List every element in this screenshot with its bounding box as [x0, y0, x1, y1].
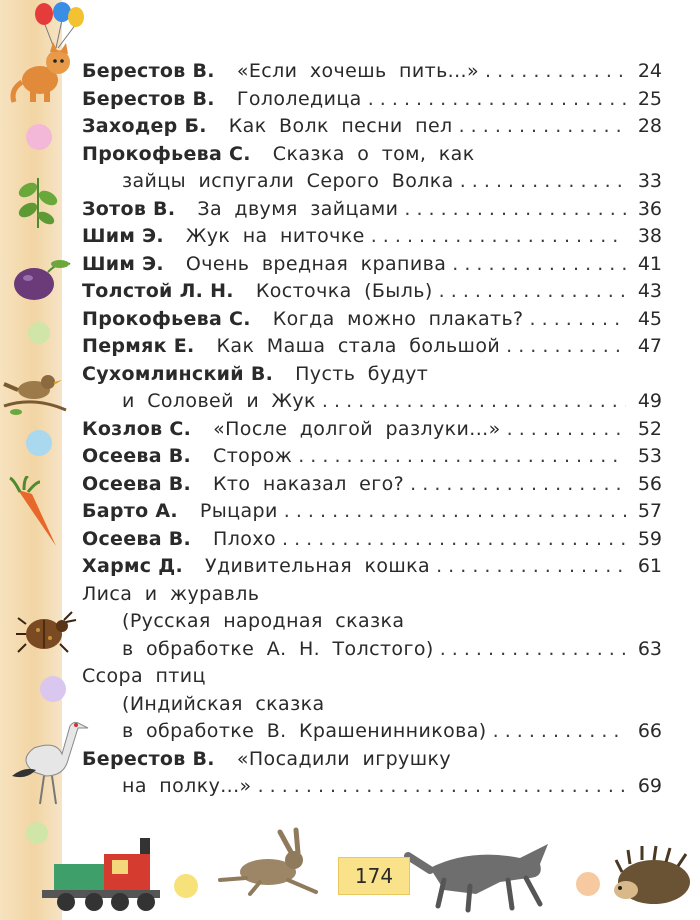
toc-page-number: 45	[637, 307, 662, 330]
toc-author: Шим Э.	[82, 225, 164, 247]
toc-title: (Русская народная сказка	[122, 610, 405, 632]
toc-author: Прокофьева С.	[82, 307, 251, 330]
toc-page-number: 47	[637, 335, 662, 357]
toc-author: Заходер Б.	[82, 115, 207, 137]
toc-entry	[82, 361, 662, 416]
toc-entry	[82, 471, 662, 499]
dot-leader	[460, 168, 626, 196]
dot-leader	[410, 471, 626, 499]
toc-entry	[82, 663, 662, 746]
train-icon	[42, 838, 160, 911]
lilac-dot	[40, 676, 66, 702]
toc-page-number: 24	[637, 60, 662, 82]
toc-line	[82, 141, 662, 169]
toc-line	[82, 471, 662, 499]
toc-line	[82, 196, 662, 224]
toc-line	[82, 113, 662, 141]
toc-line	[82, 388, 662, 416]
toc-page-number: 66	[637, 720, 662, 742]
dot-leader	[452, 251, 626, 279]
toc-line	[82, 663, 662, 691]
bird-icon	[0, 362, 70, 418]
dot-leader	[298, 443, 626, 471]
toc-line	[82, 553, 662, 581]
toc-author: Осеева В.	[82, 445, 192, 467]
crane-icon	[4, 714, 90, 806]
toc-author: Шим Э.	[82, 252, 164, 275]
toc-line	[82, 306, 662, 334]
toc-title: «Если хочешь пить...»	[236, 60, 480, 82]
toc-line	[82, 498, 662, 526]
toc-author: Берестов В.	[82, 87, 215, 110]
toc-entry	[82, 223, 662, 251]
toc-entry	[82, 526, 662, 554]
dot-leader	[368, 86, 626, 114]
leaf-icon	[12, 172, 64, 230]
hedgehog-icon	[614, 846, 690, 904]
toc-line	[82, 526, 662, 554]
dot-leader	[436, 553, 626, 581]
toc-line	[82, 86, 662, 114]
toc-author: Толстой Л. Н.	[82, 280, 234, 302]
dot-leader	[371, 223, 626, 251]
toc-line	[82, 361, 662, 389]
toc-line	[82, 416, 662, 444]
toc-author: Осеева В.	[82, 527, 192, 550]
toc-entry	[82, 443, 662, 471]
toc-page-number: 38	[637, 225, 662, 247]
toc-entry	[82, 278, 662, 306]
toc-page-number: 52	[637, 417, 662, 440]
toc-title: Сказка о том, как	[272, 142, 475, 165]
green-dot	[28, 322, 50, 344]
toc-page-number: 57	[637, 500, 662, 522]
toc-title: на полку...»	[122, 775, 252, 797]
dot-leader	[485, 58, 626, 86]
beetle-icon	[14, 604, 78, 662]
toc-author: Осеева В.	[82, 472, 192, 495]
toc-page-number: 61	[637, 555, 662, 577]
toc-line	[82, 608, 662, 636]
toc-page-number: 53	[637, 445, 662, 467]
toc-page-number: 59	[637, 527, 662, 550]
toc-title: Когда можно плакать?	[272, 307, 524, 330]
toc-entry	[82, 113, 662, 141]
dot-leader	[507, 416, 626, 444]
dot-leader	[459, 113, 626, 141]
toc-page-number: 69	[637, 775, 662, 797]
toc-line	[82, 223, 662, 251]
wolf-icon	[408, 844, 548, 910]
toc-title: (Индийская сказка	[122, 692, 325, 715]
toc-title: Рыцари	[199, 500, 278, 522]
toc-page-number: 33	[637, 170, 662, 192]
toc-entry	[82, 86, 662, 114]
toc-title: Плохо	[213, 527, 276, 550]
carrot-icon	[6, 476, 66, 550]
toc-entry	[82, 58, 662, 86]
blue-dot	[26, 430, 52, 456]
toc-title: Гололедица	[236, 87, 362, 110]
toc-page-number: 25	[637, 87, 662, 110]
toc-line	[82, 278, 662, 306]
dot-leader	[530, 306, 626, 334]
toc-author: Барто А.	[82, 500, 178, 522]
toc-author: Берестов В.	[82, 60, 215, 82]
toc-title: Как Волк песни пел	[228, 115, 453, 137]
toc-title: «После долгой разлуки...»	[213, 417, 501, 440]
toc-page-number: 63	[637, 637, 662, 660]
toc-line	[82, 746, 662, 774]
toc-title: в обработке А. Н. Толстого)	[122, 637, 434, 660]
toc-page-number: 36	[637, 197, 662, 220]
toc-entry	[82, 498, 662, 526]
toc-line	[82, 333, 662, 361]
toc-page-number: 49	[637, 390, 662, 412]
toc-line	[82, 691, 662, 719]
toc-title: Очень вредная крапива	[185, 252, 447, 275]
toc-title: За двумя зайцами	[197, 197, 399, 220]
toc-entry	[82, 746, 662, 801]
toc-title: «Посадили игрушку	[236, 747, 452, 770]
dot-leader	[282, 526, 626, 554]
toc-entry	[82, 553, 662, 581]
toc-title: в обработке В. Крашенинникова)	[122, 720, 487, 742]
toc-title: Удивительная кошка	[205, 555, 431, 577]
dot-leader	[493, 718, 626, 746]
toc-line	[82, 636, 662, 664]
toc-page-number: 28	[637, 115, 662, 137]
toc-title: Кто наказал его?	[213, 472, 405, 495]
toc-title: Сторож	[213, 445, 293, 467]
dot-leader	[284, 498, 626, 526]
page-number: 174	[338, 857, 410, 895]
toc-title: Косточка (Быль)	[255, 280, 433, 302]
toc-line	[82, 443, 662, 471]
toc-author: Берестов В.	[82, 747, 215, 770]
toc-line	[82, 58, 662, 86]
table-of-contents	[82, 58, 662, 801]
plum-icon	[8, 254, 72, 304]
toc-author: Козлов С.	[82, 417, 192, 440]
decorative-side-strip	[0, 0, 62, 920]
toc-title: Пусть будут	[295, 362, 429, 385]
toc-title: Лиса и журавль	[82, 582, 260, 605]
toc-line	[82, 773, 662, 801]
dot-leader	[404, 196, 626, 224]
hare-icon	[220, 830, 316, 894]
toc-title: зайцы испугали Серого Волка	[122, 170, 454, 192]
toc-title: и Соловей и Жук	[122, 390, 316, 412]
toc-entry	[82, 333, 662, 361]
toc-author: Хармс Д.	[82, 555, 184, 577]
toc-author: Прокофьева С.	[82, 142, 251, 165]
toc-title: Как Маша стала большой	[216, 335, 501, 357]
toc-entry	[82, 196, 662, 224]
toc-line	[82, 168, 662, 196]
dot-leader	[322, 388, 626, 416]
toc-line	[82, 251, 662, 279]
toc-page-number: 41	[637, 252, 662, 275]
dot-leader	[506, 333, 626, 361]
yellow-dot	[174, 874, 198, 898]
toc-page-number: 43	[637, 280, 662, 302]
dot-leader	[439, 278, 626, 306]
pink-dot	[26, 124, 52, 150]
toc-entry	[82, 581, 662, 664]
dot-leader	[440, 636, 626, 664]
toc-line	[82, 718, 662, 746]
toc-entry	[82, 141, 662, 196]
toc-author: Пермяк Е.	[82, 335, 195, 357]
toc-entry	[82, 306, 662, 334]
dot-leader	[258, 773, 626, 801]
toc-title: Жук на ниточке	[185, 225, 365, 247]
toc-title: Ссора птиц	[82, 665, 206, 687]
toc-author: Сухомлинский В.	[82, 362, 274, 385]
cat-icon	[8, 40, 80, 106]
toc-entry	[82, 416, 662, 444]
toc-entry	[82, 251, 662, 279]
toc-author: Зотов В.	[82, 197, 176, 220]
toc-page-number: 56	[637, 472, 662, 495]
peach-dot	[576, 872, 600, 896]
toc-line	[82, 581, 662, 609]
